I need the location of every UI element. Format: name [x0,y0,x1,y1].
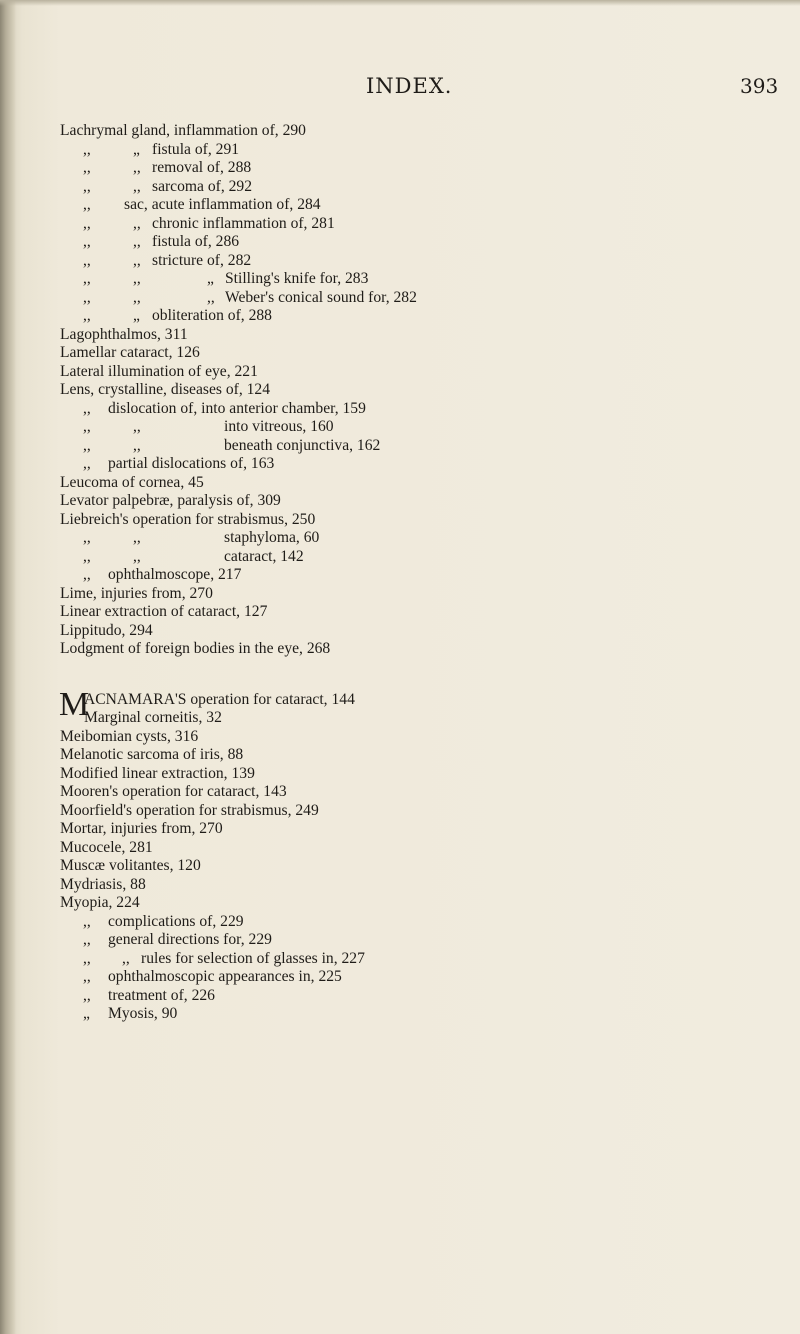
index-entry [60,548,795,567]
index-entry-text: Lagophthalmos, 311 [60,325,188,343]
index-entry-text: beneath conjunctiva, 162 [224,436,381,454]
index-entry-text: removal of, 288 [152,159,252,176]
index-entry [60,709,795,728]
page-header [0,74,800,104]
index-list [60,122,795,1024]
ditto-mark: ,, [83,912,91,930]
ditto-mark: ,, [133,547,141,565]
index-entry-text: Myopia, 224 [60,894,140,911]
page-binding-edge [0,0,16,1334]
index-entry-text: Lachrymal gland, inflammation of, 290 [60,122,306,139]
ditto-mark: ,, [83,418,91,435]
index-entry-text: general directions for, 229 [108,931,272,948]
index-entry [60,455,795,474]
index-entry-text: Melanotic sarcoma of iris, 88 [60,746,244,763]
ditto-mark: ,, [83,436,91,454]
index-entry-text: Lamellar cataract, 126 [60,344,200,361]
index-entry [60,585,795,604]
index-entry [60,437,795,456]
index-entry-text: Muscæ volitantes, 120 [60,857,201,874]
ditto-mark: ,, [133,418,141,435]
ditto-mark: ,, [133,177,141,195]
index-entry [60,802,795,821]
ditto-mark: ,, [133,233,141,250]
ditto-mark: ,, [133,436,141,454]
page-top-edge [0,0,800,6]
index-entry-text: Linear extraction of cataract, 127 [60,603,268,620]
ditto-mark: ,, [83,251,91,269]
index-entry-text: complications of, 229 [108,912,244,930]
index-entry-text: ACNAMARA'S operation for cataract, 144 [84,690,355,708]
index-entry [60,894,795,913]
index-entry [60,326,795,345]
index-entry [60,950,795,969]
index-entry-text: cataract, 142 [224,547,304,565]
ditto-mark: ,, [83,288,91,306]
index-entry [60,876,795,895]
index-entry-text: Lens, crystalline, diseases of, 124 [60,381,271,398]
index-entry [60,159,795,178]
section-gap [60,659,795,691]
index-entry [60,640,795,659]
ditto-mark: ,, [83,968,91,985]
index-entry [60,931,795,950]
ditto-mark: „ [207,270,214,287]
index-entry [60,622,795,641]
ditto-mark: „ [133,140,140,158]
index-entry-text: Liebreich's operation for strabismus, 250 [60,510,316,528]
index-entry-text: treatment of, 226 [108,986,215,1004]
index-entry [60,1005,795,1024]
index-entry-text: Moorfield's operation for strabismus, 249 [60,801,319,819]
ditto-mark: ,, [133,529,141,546]
index-entry-text: ophthalmoscope, 217 [108,566,242,583]
index-entry [60,344,795,363]
index-entry [60,857,795,876]
index-entry [60,529,795,548]
index-entry-text: Levator palpebræ, paralysis of, 309 [60,492,281,509]
ditto-mark: ,, [133,270,141,287]
index-entry-text: sarcoma of, 292 [152,177,253,195]
ditto-mark: ,, [83,455,91,472]
index-entry [60,968,795,987]
index-entry [60,270,795,289]
index-entry-text: Mooren's operation for cataract, 143 [60,783,287,800]
index-entry [60,196,795,215]
index-entry [60,492,795,511]
index-entry-text: Lateral illumination of eye, 221 [60,362,258,380]
index-entry [60,820,795,839]
index-entry-text: stricture of, 282 [152,251,252,269]
index-entry-text: staphyloma, 60 [224,529,320,546]
index-entry-text: Lodgment of foreign bodies in the eye, 268 [60,640,331,657]
index-entry [60,122,795,141]
index-entry [60,474,795,493]
running-head: INDEX. [366,74,453,98]
ditto-mark: ,, [207,288,215,306]
index-entry-text: Lime, injuries from, 270 [60,584,213,602]
index-entry [60,839,795,858]
ditto-mark: ,, [83,270,91,287]
ditto-mark: ,, [83,159,91,176]
index-entry-text: dislocation of, into anterior chamber, 159 [108,399,366,417]
index-entry [60,233,795,252]
index-entry-text: Mortar, injuries from, 270 [60,820,223,837]
index-entry [60,603,795,622]
index-entry [60,765,795,784]
index-entry-text: Mydriasis, 88 [60,875,146,893]
ditto-mark: ,, [83,547,91,565]
index-entry [60,252,795,271]
index-entry [60,728,795,747]
ditto-mark: „ [133,307,140,324]
index-entry-text: Meibomian cysts, 316 [60,727,199,745]
ditto-mark: ,, [83,177,91,195]
index-entry [60,363,795,382]
index-entry-text: obliteration of, 288 [152,307,272,324]
ditto-mark: ,, [83,566,91,583]
ditto-mark: ,, [83,307,91,324]
index-entry [60,289,795,308]
ditto-mark: ,, [133,159,141,176]
index-entry-text: Myosis, 90 [108,1005,178,1022]
drop-cap-letter: M [59,685,90,723]
ditto-mark: ,, [83,214,91,232]
ditto-mark: ,, [122,949,130,967]
index-entry [60,987,795,1006]
index-entry-text: Leucoma of cornea, 45 [60,473,204,491]
index-entry-text: fistula of, 291 [152,140,240,158]
ditto-mark: ,, [133,214,141,232]
index-entry-text: Weber's conical sound for, 282 [225,288,417,306]
index-entry [60,381,795,400]
index-entry [60,141,795,160]
index-entry [60,418,795,437]
index-entry-text: sac, acute inflammation of, 284 [124,196,321,213]
page-number: 393 [740,74,779,98]
index-entry [60,307,795,326]
ditto-mark: ,, [133,288,141,306]
index-entry-text: partial dislocations of, 163 [108,455,275,472]
ditto-mark: ,, [83,140,91,158]
index-entry-text: Marginal corneitis, 32 [84,709,222,726]
index-entry-text: Stilling's knife for, 283 [225,270,369,287]
ditto-mark: ,, [83,986,91,1004]
index-entry [60,178,795,197]
index-entry [60,566,795,585]
ditto-mark: ,, [133,251,141,269]
index-entry [60,913,795,932]
index-entry [60,691,795,710]
index-entry-text: fistula of, 286 [152,233,240,250]
ditto-mark: „ [83,1005,90,1022]
index-entry-text: rules for selection of glasses in, 227 [141,949,365,967]
index-entry-text: chronic inflammation of, 281 [152,214,335,232]
ditto-mark: ,, [83,233,91,250]
ditto-mark: ,, [83,529,91,546]
index-entry [60,400,795,419]
index-entry-text: into vitreous, 160 [224,418,334,435]
index-entry-text: Mucocele, 281 [60,838,153,856]
ditto-mark: ,, [83,949,91,967]
index-entry-text: ophthalmoscopic appearances in, 225 [108,968,342,985]
index-entry [60,746,795,765]
ditto-mark: ,, [83,196,91,213]
index-entry [60,783,795,802]
index-entry-text: Modified linear extraction, 139 [60,764,255,782]
index-group-l [60,122,795,659]
ditto-mark: ,, [83,399,91,417]
index-entry [60,215,795,234]
index-entry-text: Lippitudo, 294 [60,621,153,639]
index-group-m [59,685,795,1024]
ditto-mark: ,, [83,931,91,948]
index-entry [60,511,795,530]
